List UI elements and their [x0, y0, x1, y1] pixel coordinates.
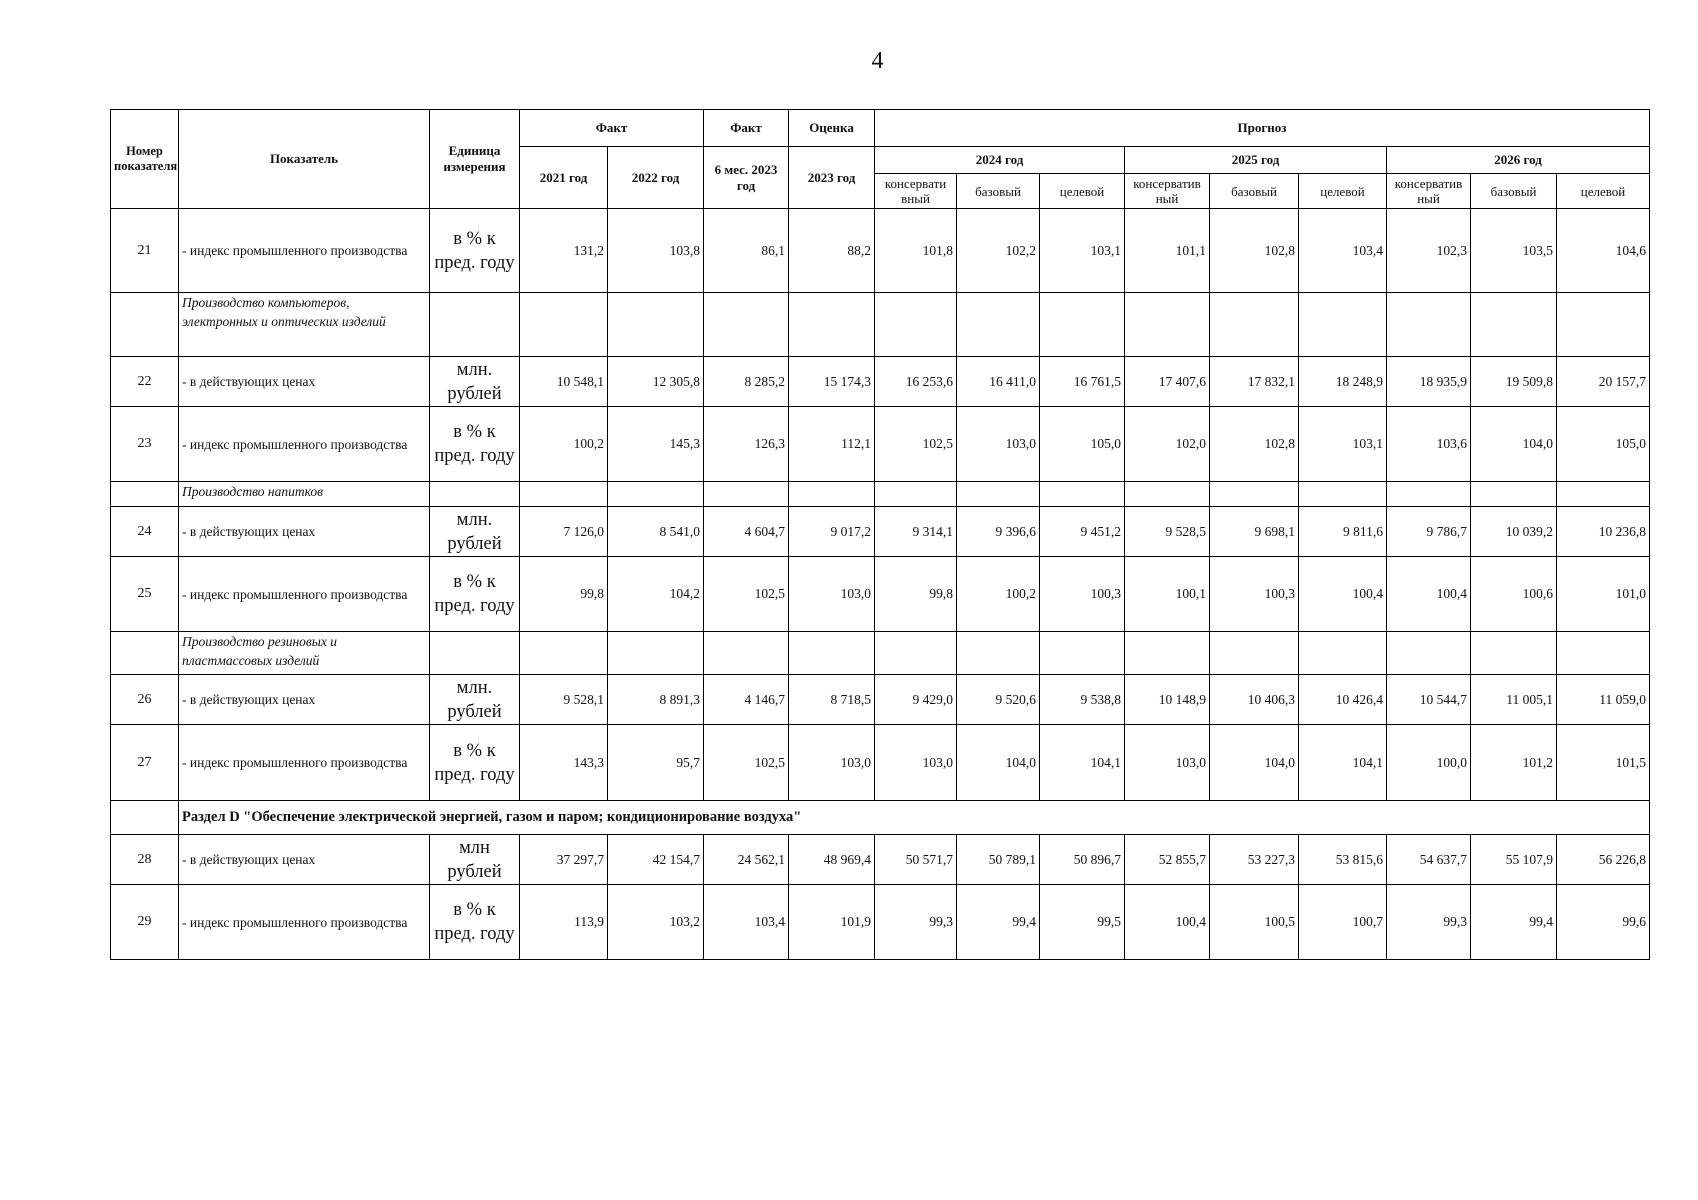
value-cell: 103,1: [1040, 209, 1125, 293]
value-cell: 100,2: [520, 407, 608, 482]
row-number: 27: [111, 725, 179, 801]
value-cell: 103,8: [608, 209, 704, 293]
row-unit: в % к пред. году: [430, 557, 520, 632]
value-cell: 19 509,8: [1471, 357, 1557, 407]
value-cell: 42 154,7: [608, 835, 704, 885]
value-cell: 18 935,9: [1387, 357, 1471, 407]
value-cell: 37 297,7: [520, 835, 608, 885]
value-cell: 103,0: [789, 725, 875, 801]
value-cell: 50 896,7: [1040, 835, 1125, 885]
value-cell: 8 718,5: [789, 675, 875, 725]
section-title-computers: Производство компьютеров, электронных и оптических изделий: [179, 293, 430, 357]
value-cell: 16 253,6: [875, 357, 957, 407]
value-cell: 101,8: [875, 209, 957, 293]
value-cell: 103,0: [789, 557, 875, 632]
value-cell: 103,0: [1125, 725, 1210, 801]
value-cell: 10 039,2: [1471, 507, 1557, 557]
header-fact: Факт: [520, 110, 704, 147]
value-cell: 53 815,6: [1299, 835, 1387, 885]
value-cell: 53 227,3: [1210, 835, 1299, 885]
value-cell: 56 226,8: [1557, 835, 1650, 885]
value-cell: 11 059,0: [1557, 675, 1650, 725]
value-cell: 100,6: [1471, 557, 1557, 632]
value-cell: 100,4: [1125, 885, 1210, 960]
value-cell: 9 314,1: [875, 507, 957, 557]
value-cell: 16 411,0: [957, 357, 1040, 407]
value-cell: 104,0: [1210, 725, 1299, 801]
row-indicator: - в действующих ценах: [179, 507, 430, 557]
value-cell: 52 855,7: [1125, 835, 1210, 885]
section-title-beverages: Производство напитков: [179, 482, 430, 507]
value-cell: 9 528,1: [520, 675, 608, 725]
row-indicator: - в действующих ценах: [179, 675, 430, 725]
value-cell: 100,3: [1210, 557, 1299, 632]
value-cell: 102,5: [704, 725, 789, 801]
value-cell: 100,0: [1387, 725, 1471, 801]
header-2026-target: целевой: [1557, 174, 1650, 209]
row-indicator: - индекс промышленного производства: [179, 209, 430, 293]
value-cell: 101,1: [1125, 209, 1210, 293]
value-cell: 20 157,7: [1557, 357, 1650, 407]
value-cell: 102,5: [704, 557, 789, 632]
table-row: [111, 725, 1650, 801]
header-indicator: Показатель: [179, 110, 430, 209]
header-2026-conservative: консерватив ный: [1387, 174, 1471, 209]
value-cell: 7 126,0: [520, 507, 608, 557]
value-cell: 10 148,9: [1125, 675, 1210, 725]
value-cell: 8 285,2: [704, 357, 789, 407]
value-cell: 9 451,2: [1040, 507, 1125, 557]
value-cell: 103,1: [1299, 407, 1387, 482]
value-cell: 55 107,9: [1471, 835, 1557, 885]
value-cell: 102,8: [1210, 209, 1299, 293]
row-indicator: - индекс промышленного производства: [179, 885, 430, 960]
value-cell: 103,2: [608, 885, 704, 960]
value-cell: 145,3: [608, 407, 704, 482]
header-2024: 2024 год: [875, 147, 1125, 174]
header-2026: 2026 год: [1387, 147, 1650, 174]
value-cell: 104,2: [608, 557, 704, 632]
table-body: [111, 209, 1650, 960]
value-cell: 9 520,6: [957, 675, 1040, 725]
value-cell: 24 562,1: [704, 835, 789, 885]
row-indicator: - индекс промышленного производства: [179, 557, 430, 632]
header-2024-conservative: консервати вный: [875, 174, 957, 209]
value-cell: 88,2: [789, 209, 875, 293]
value-cell: 48 969,4: [789, 835, 875, 885]
value-cell: 102,8: [1210, 407, 1299, 482]
header-2025: 2025 год: [1125, 147, 1387, 174]
value-cell: 11 005,1: [1471, 675, 1557, 725]
value-cell: 9 538,8: [1040, 675, 1125, 725]
table-row: [111, 209, 1650, 293]
value-cell: 104,0: [957, 725, 1040, 801]
value-cell: 100,2: [957, 557, 1040, 632]
value-cell: 100,5: [1210, 885, 1299, 960]
value-cell: 17 832,1: [1210, 357, 1299, 407]
table-row: [111, 507, 1650, 557]
value-cell: 113,9: [520, 885, 608, 960]
section-title-d: Раздел D "Обеспечение электрической энергией, газом и паром; кондиционирование воздуха": [179, 801, 1650, 835]
row-unit: млн. рублей: [430, 507, 520, 557]
value-cell: 101,5: [1557, 725, 1650, 801]
value-cell: 9 429,0: [875, 675, 957, 725]
row-unit: млн. рублей: [430, 357, 520, 407]
value-cell: 50 571,7: [875, 835, 957, 885]
table-row: [111, 357, 1650, 407]
header-2025-conservative: консерватив ный: [1125, 174, 1210, 209]
row-number: 24: [111, 507, 179, 557]
row-indicator: - в действующих ценах: [179, 835, 430, 885]
header-fact-half: Факт: [704, 110, 789, 147]
value-cell: 101,0: [1557, 557, 1650, 632]
value-cell: 104,0: [1471, 407, 1557, 482]
value-cell: 102,0: [1125, 407, 1210, 482]
header-unit: Единица измерения: [430, 110, 520, 209]
section-title-rubber: Производство резиновых и пластмассовых изделий: [179, 632, 430, 675]
value-cell: 9 017,2: [789, 507, 875, 557]
value-cell: 99,3: [1387, 885, 1471, 960]
row-unit: в % к пред. году: [430, 725, 520, 801]
header-2025-base: базовый: [1210, 174, 1299, 209]
table-row: [111, 885, 1650, 960]
value-cell: 99,3: [875, 885, 957, 960]
value-cell: 17 407,6: [1125, 357, 1210, 407]
value-cell: 101,2: [1471, 725, 1557, 801]
value-cell: 10 406,3: [1210, 675, 1299, 725]
header-2022: 2022 год: [608, 147, 704, 209]
row-number: 25: [111, 557, 179, 632]
value-cell: 99,5: [1040, 885, 1125, 960]
row-indicator: - индекс промышленного производства: [179, 725, 430, 801]
value-cell: 4 604,7: [704, 507, 789, 557]
row-indicator: - в действующих ценах: [179, 357, 430, 407]
section-row: [111, 293, 1650, 357]
value-cell: 86,1: [704, 209, 789, 293]
value-cell: 103,5: [1471, 209, 1557, 293]
value-cell: 100,7: [1299, 885, 1387, 960]
row-number: 21: [111, 209, 179, 293]
value-cell: 105,0: [1557, 407, 1650, 482]
value-cell: 16 761,5: [1040, 357, 1125, 407]
row-unit: млн рублей: [430, 835, 520, 885]
value-cell: 126,3: [704, 407, 789, 482]
value-cell: 15 174,3: [789, 357, 875, 407]
value-cell: 12 305,8: [608, 357, 704, 407]
value-cell: 131,2: [520, 209, 608, 293]
value-cell: 9 528,5: [1125, 507, 1210, 557]
value-cell: 103,4: [1299, 209, 1387, 293]
forecast-table: [110, 109, 1650, 960]
row-number: 22: [111, 357, 179, 407]
table-row: [111, 675, 1650, 725]
value-cell: 104,6: [1557, 209, 1650, 293]
value-cell: 105,0: [1040, 407, 1125, 482]
row-unit: млн. рублей: [430, 675, 520, 725]
value-cell: 103,4: [704, 885, 789, 960]
section-row: [111, 632, 1650, 675]
value-cell: 99,8: [520, 557, 608, 632]
value-cell: 103,6: [1387, 407, 1471, 482]
value-cell: 10 548,1: [520, 357, 608, 407]
value-cell: 10 426,4: [1299, 675, 1387, 725]
value-cell: 104,1: [1040, 725, 1125, 801]
value-cell: 4 146,7: [704, 675, 789, 725]
table-row: [111, 835, 1650, 885]
table-row: [111, 407, 1650, 482]
header-2024-target: целевой: [1040, 174, 1125, 209]
value-cell: 102,2: [957, 209, 1040, 293]
section-row: [111, 801, 1650, 835]
row-number: 26: [111, 675, 179, 725]
value-cell: 100,3: [1040, 557, 1125, 632]
header-h1-2023: 6 мес. 2023 год: [704, 147, 789, 209]
value-cell: 99,8: [875, 557, 957, 632]
header-number: Номер показателя: [111, 110, 179, 209]
row-unit: в % к пред. году: [430, 209, 520, 293]
row-unit: в % к пред. году: [430, 885, 520, 960]
value-cell: 50 789,1: [957, 835, 1040, 885]
section-row: [111, 482, 1650, 507]
value-cell: 18 248,9: [1299, 357, 1387, 407]
header-2021: 2021 год: [520, 147, 608, 209]
value-cell: 143,3: [520, 725, 608, 801]
page-number: 4: [871, 48, 884, 74]
header-2025-target: целевой: [1299, 174, 1387, 209]
value-cell: 8 891,3: [608, 675, 704, 725]
value-cell: 95,7: [608, 725, 704, 801]
value-cell: 103,0: [957, 407, 1040, 482]
header-estimate: Оценка: [789, 110, 875, 147]
table-row: [111, 557, 1650, 632]
value-cell: 102,3: [1387, 209, 1471, 293]
value-cell: 100,1: [1125, 557, 1210, 632]
value-cell: 112,1: [789, 407, 875, 482]
value-cell: 101,9: [789, 885, 875, 960]
table-header: [111, 110, 1650, 209]
value-cell: 99,4: [1471, 885, 1557, 960]
value-cell: 104,1: [1299, 725, 1387, 801]
value-cell: 99,6: [1557, 885, 1650, 960]
value-cell: 100,4: [1387, 557, 1471, 632]
header-2026-base: базовый: [1471, 174, 1557, 209]
value-cell: 102,5: [875, 407, 957, 482]
row-indicator: - индекс промышленного производства: [179, 407, 430, 482]
value-cell: 103,0: [875, 725, 957, 801]
value-cell: 9 698,1: [1210, 507, 1299, 557]
value-cell: 54 637,7: [1387, 835, 1471, 885]
value-cell: 100,4: [1299, 557, 1387, 632]
value-cell: 8 541,0: [608, 507, 704, 557]
header-2024-base: базовый: [957, 174, 1040, 209]
value-cell: 10 544,7: [1387, 675, 1471, 725]
value-cell: 9 811,6: [1299, 507, 1387, 557]
header-forecast: Прогноз: [875, 110, 1650, 147]
value-cell: 10 236,8: [1557, 507, 1650, 557]
value-cell: 9 396,6: [957, 507, 1040, 557]
row-unit: в % к пред. году: [430, 407, 520, 482]
row-number: 29: [111, 885, 179, 960]
row-number: 28: [111, 835, 179, 885]
row-number: 23: [111, 407, 179, 482]
value-cell: 99,4: [957, 885, 1040, 960]
value-cell: 9 786,7: [1387, 507, 1471, 557]
header-2023: 2023 год: [789, 147, 875, 209]
